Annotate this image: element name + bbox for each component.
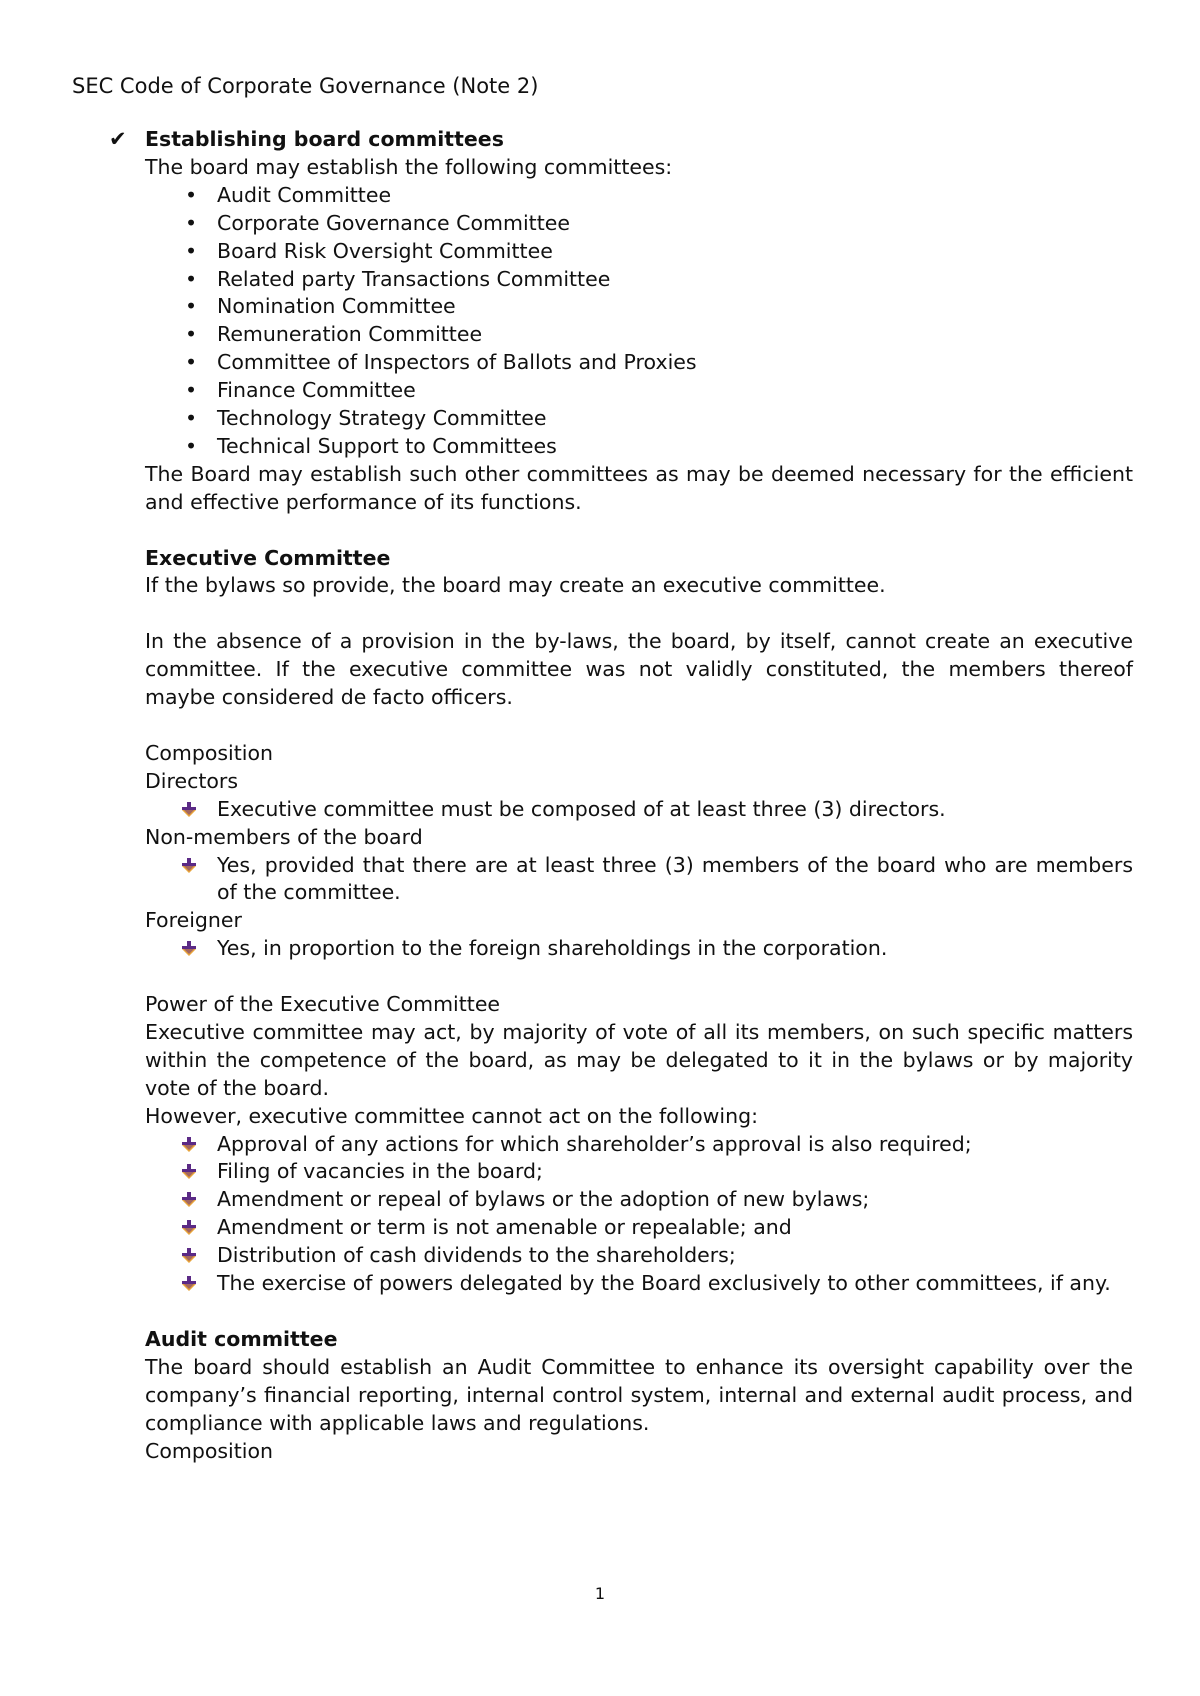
power-label: Power of the Executive Committee [145, 992, 501, 1017]
establishing-heading [109, 126, 1133, 154]
establishing-heading-text: Establishing board committees [145, 127, 504, 151]
however-text: However, executive committee cannot act on the following: [145, 1103, 759, 1128]
list-item-text: Yes, provided that there are at least three (3) members of the board who are members of the committee. [217, 852, 1133, 905]
page-number: 1 [594, 1584, 606, 1603]
arrow-bullet-icon [181, 1220, 197, 1236]
list-item: • Nomination Committee [217, 293, 1133, 321]
establishing-closing: The Board may establish such other committees as may be deemed necessary for the efficient and effective performance of its functions. [145, 461, 1133, 514]
list-item [217, 1270, 1133, 1298]
list-item [217, 796, 1133, 824]
list-item [217, 852, 1133, 908]
arrow-bullet-icon [181, 1192, 197, 1208]
audit-composition-label: Composition [145, 1438, 274, 1463]
spacer [145, 963, 1133, 991]
list-item-text: Filing of vacancies in the board; [217, 1159, 543, 1184]
executive-paragraph-2: In the absence of a provision in the by-laws, the board, by itself, cannot create an executive committee. If the executive committee was not validly constituted, the members thereof maybe considered de facto officers. [145, 629, 1133, 710]
list-item: • Technology Strategy Committee [217, 405, 1133, 433]
list-item-text: Amendment or repeal of bylaws or the adoption of new bylaws; [217, 1187, 870, 1212]
arrow-bullet-icon [181, 1137, 197, 1153]
list-item-text: The exercise of powers delegated by the Board exclusively to other committees, if any. [217, 1271, 1111, 1296]
directors-list [145, 796, 1133, 824]
list-item [217, 1214, 1133, 1242]
foreigner-list [145, 935, 1133, 963]
list-item: • Board Risk Oversight Committee [217, 238, 1133, 266]
executive-paragraph-1: If the bylaws so provide, the board may create an executive committee. [145, 573, 886, 598]
spacer [145, 712, 1133, 740]
document-body [109, 126, 1133, 1465]
power-text: Executive committee may act, by majority of vote of all its members, on such specific matters within the competence of the board, as may be delegated to it in the bylaws or by majority vote of the board. [145, 1019, 1133, 1100]
establishing-intro: The board may establish the following committees: [145, 154, 673, 179]
list-item: • Audit Committee [217, 182, 1133, 210]
list-item [217, 1186, 1133, 1214]
list-item-text: Distribution of cash dividends to the shareholders; [217, 1243, 736, 1268]
foreigner-label: Foreigner [145, 908, 242, 933]
list-item: • Finance Committee [217, 377, 1133, 405]
arrow-bullet-icon [181, 802, 197, 818]
list-item: • Related party Transactions Committee [217, 266, 1133, 294]
list-item: • Corporate Governance Committee [217, 210, 1133, 238]
list-item: • Remuneration Committee [217, 321, 1133, 349]
executive-heading: Executive Committee [145, 545, 391, 570]
audit-heading: Audit committee [145, 1326, 338, 1351]
nonmembers-label: Non-members of the board [145, 824, 423, 849]
restrictions-list [145, 1131, 1133, 1298]
list-item [217, 1131, 1133, 1159]
nonmembers-list [145, 852, 1133, 908]
list-item [217, 935, 1133, 963]
list-item [217, 1242, 1133, 1270]
spacer [145, 517, 1133, 545]
list-item-text: Executive committee must be composed of at least three (3) directors. [217, 796, 946, 821]
list-item: • Committee of Inspectors of Ballots and Proxies [217, 349, 1133, 377]
arrow-bullet-icon [181, 1276, 197, 1292]
list-item-text: Approval of any actions for which shareholder’s approval is also required; [217, 1131, 972, 1156]
committee-list [145, 182, 1133, 461]
spacer [145, 600, 1133, 628]
list-item-text: Amendment or term is not amenable or repealable; and [217, 1215, 792, 1240]
document-title: SEC Code of Corporate Governance (Note 2) [72, 74, 539, 98]
audit-text: The board should establish an Audit Committee to enhance its oversight capability over the company’s financial reporting, internal control system, internal and external audit process, and compliance with applicable laws and regulations. [145, 1354, 1133, 1435]
arrow-bullet-icon [181, 1164, 197, 1180]
checkmark-icon: ✔ [109, 127, 127, 151]
arrow-bullet-icon [181, 941, 197, 957]
arrow-bullet-icon [181, 858, 197, 874]
directors-label: Directors [145, 768, 239, 793]
list-item: • Technical Support to Committees [217, 433, 1133, 461]
composition-label: Composition [145, 740, 274, 765]
arrow-bullet-icon [181, 1248, 197, 1264]
list-item [217, 1158, 1133, 1186]
list-item-text: Yes, in proportion to the foreign shareholdings in the corporation. [217, 936, 888, 961]
spacer [145, 1298, 1133, 1326]
